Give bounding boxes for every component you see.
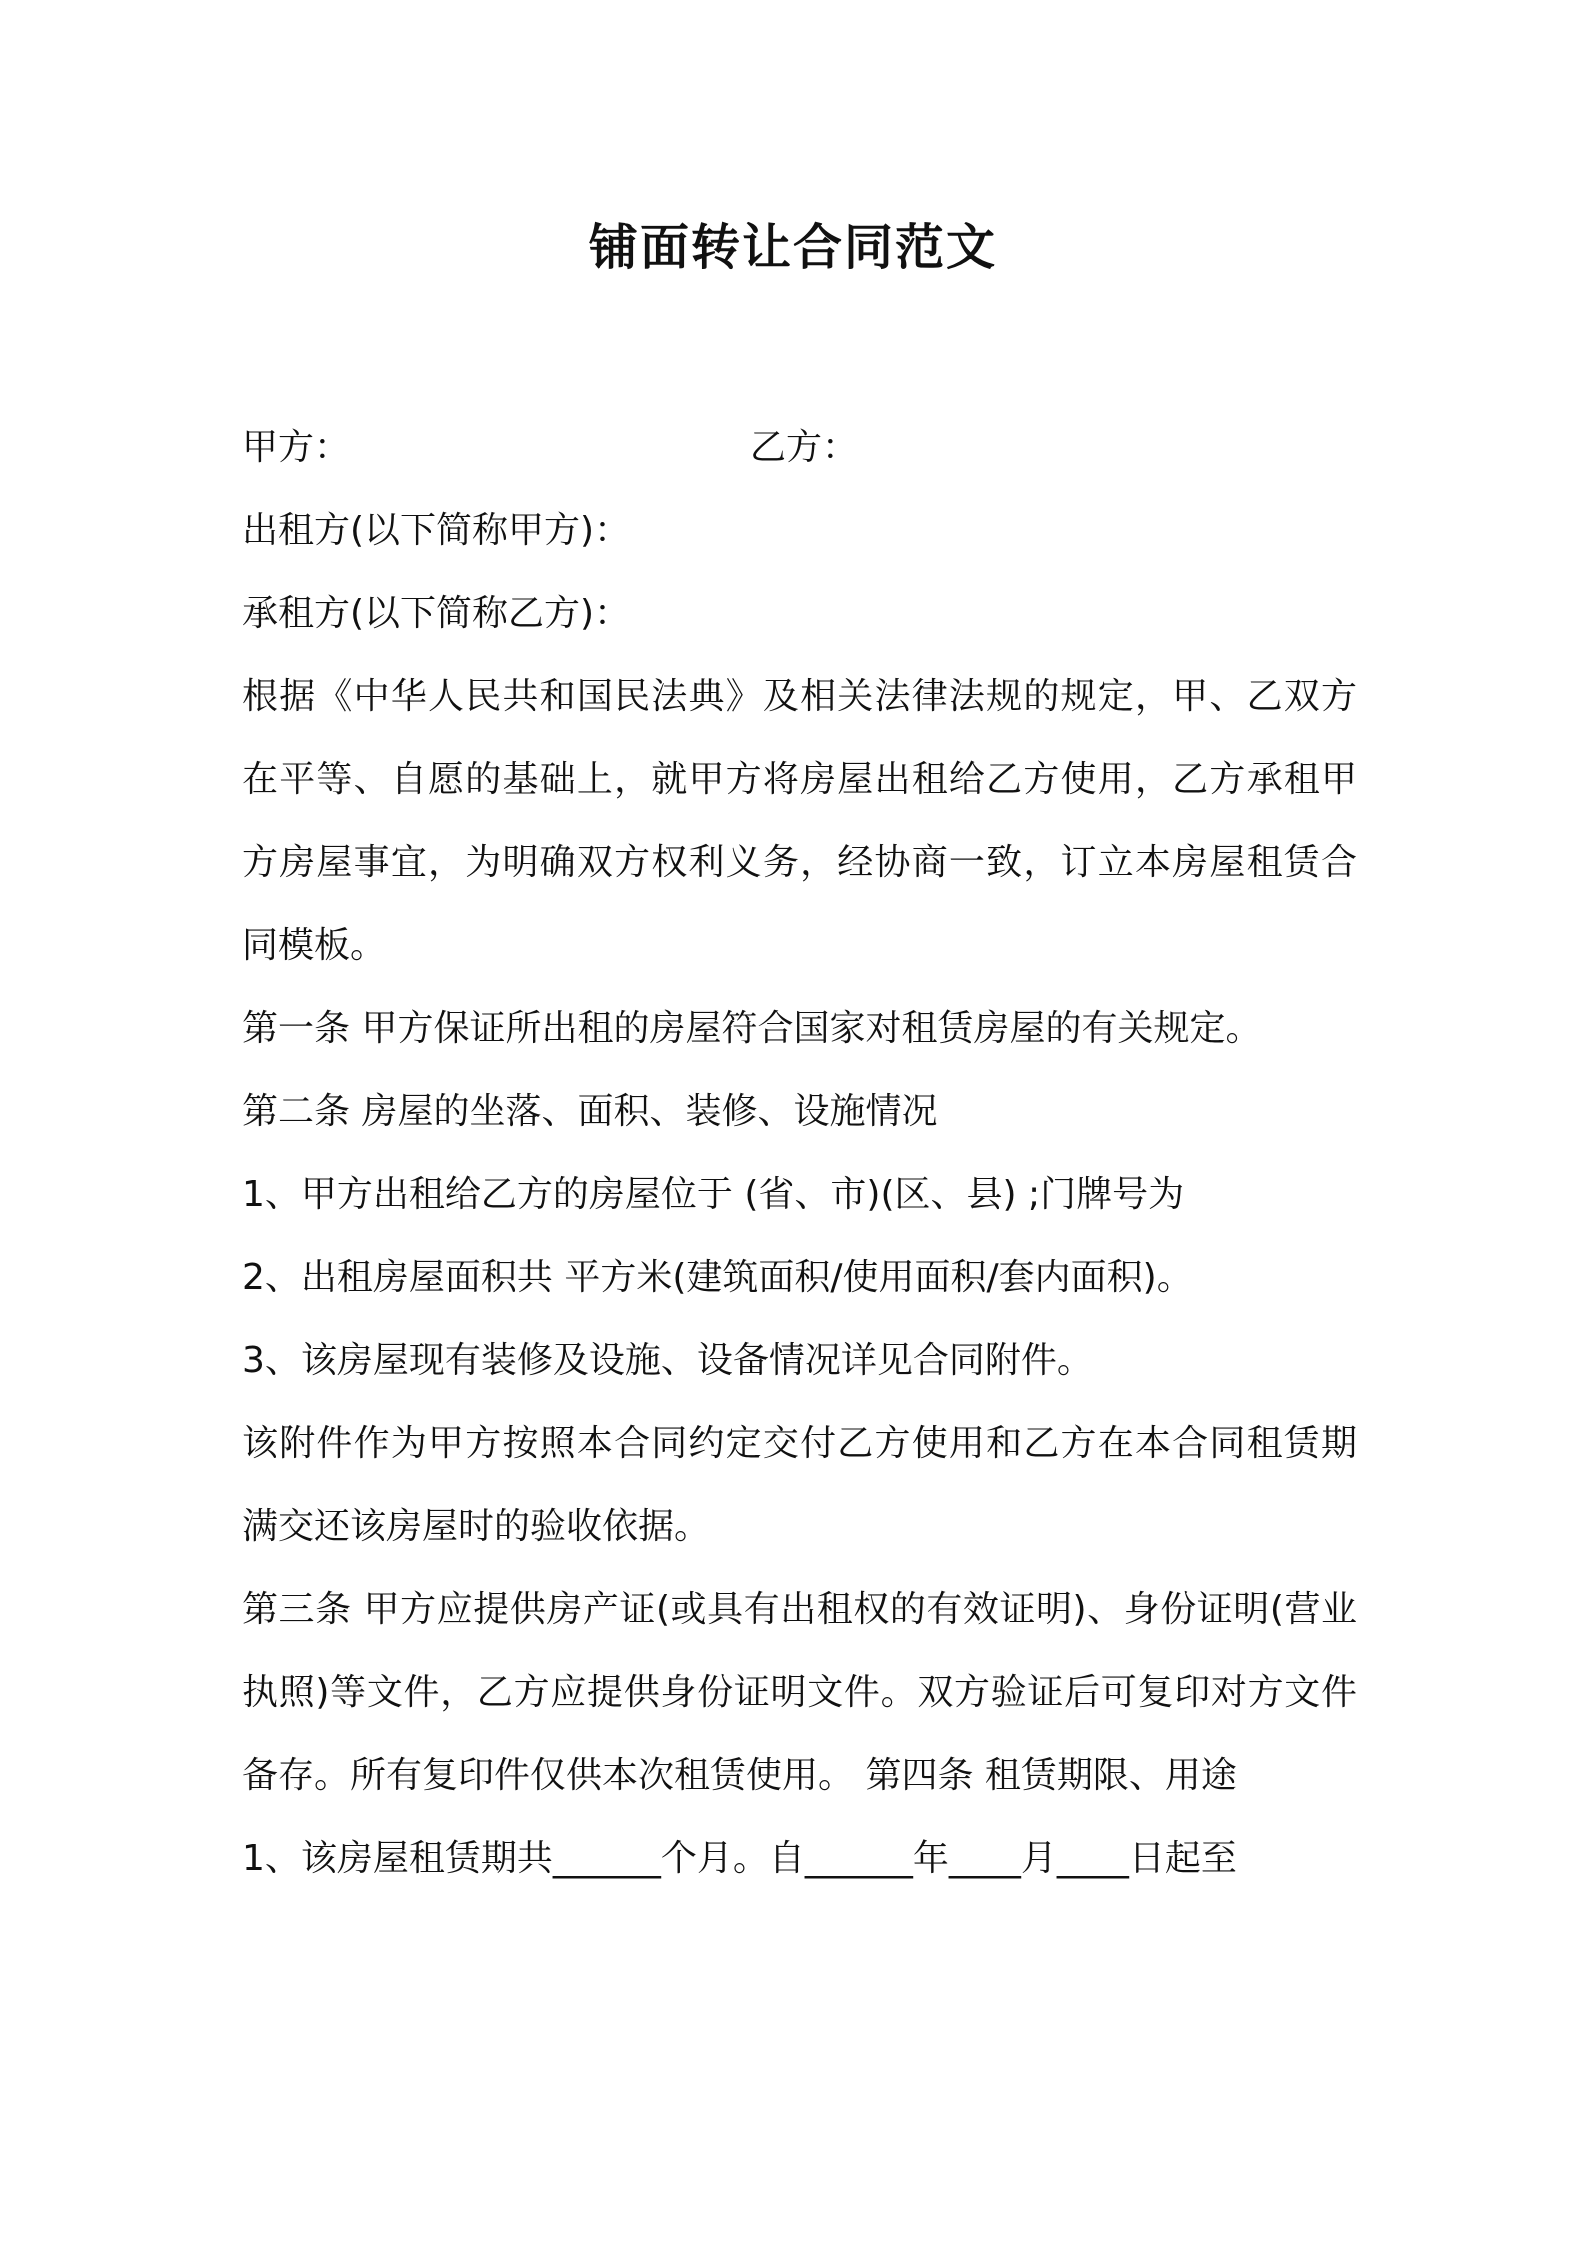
article-2-item-1: 1、甲方出租给乙方的房屋位于 (省、市)(区、县) ;门牌号为 (242, 1174, 1185, 1215)
attachment-note-paragraph: 该附件作为甲方按照本合同约定交付乙方使用和乙方在本合同租赁期满交还该房屋时的验收依据。 (242, 1423, 1357, 1547)
lessor-line: 出租方(以下简称甲方)： (242, 510, 631, 551)
article-2-item-3: 3、该房屋现有装修及设施、设备情况详见合同附件。 (242, 1340, 1093, 1381)
lessee-line: 承租方(以下简称乙方)： (242, 593, 631, 634)
article-4-item-1: 1、该房屋租赁期共______个月。自______年____月____日起至 (242, 1838, 1237, 1879)
article-3-paragraph: 第三条 甲方应提供房产证(或具有出租权的有效证明)、身份证明(营业执照)等文件，乙方应提供身份证明文件。双方验证后可复印对方文件备存。所有复印件仅供本次租赁使用。 第四条 租赁期限、用途 (242, 1589, 1357, 1796)
parties-row (242, 406, 1357, 489)
preamble-paragraph: 根据《中华人民共和国民法典》及相关法律法规的规定，甲、乙双方在平等、自愿的基础上，就甲方将房屋出租给乙方使用，乙方承租甲方房屋事宜，为明确双方权利义务，经协商一致，订立本房屋租赁合同模板。 (242, 676, 1357, 966)
party-a-label: 甲方： (242, 427, 351, 468)
document-body (242, 406, 1357, 1900)
article-1: 第一条 甲方保证所出租的房屋符合国家对租赁房屋的有关规定。 (242, 1008, 1262, 1049)
article-2-heading: 第二条 房屋的坐落、面积、装修、设施情况 (242, 1091, 938, 1132)
party-b-label: 乙方： (750, 427, 859, 468)
article-2-item-2: 2、出租房屋面积共 平方米(建筑面积/使用面积/套内面积)。 (242, 1257, 1193, 1298)
document-title: 铺面转让合同范文 (588, 219, 997, 276)
